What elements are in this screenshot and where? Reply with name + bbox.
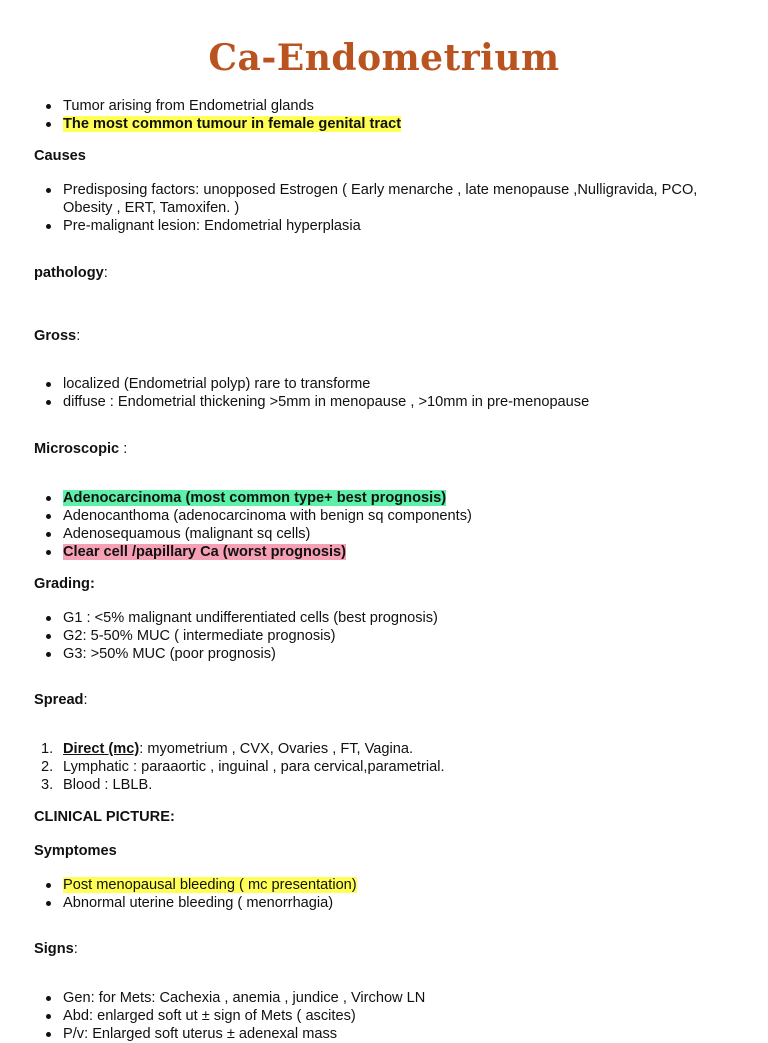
list-item: Adenocanthoma (adenocarcinoma with benign sq components) <box>34 507 734 525</box>
section-heading-signs: Signs: <box>34 941 78 958</box>
list-item: Predisposing factors: unopposed Estrogen ( Early menarche , late menopause ,Nulligravida, PCO, Obesity , ERT, Tamoxifen. ) <box>34 181 734 217</box>
symptomes-list <box>34 876 734 912</box>
list-item: 2. Lymphatic : paraaortic , inguinal , para cervical,parametrial. <box>41 758 445 775</box>
list-item: Gen: for Mets: Cachexia , anemia , jundice , Virchow LN <box>34 989 734 1007</box>
list-item <box>34 115 734 133</box>
list-item: Abd: enlarged soft ut ± sign of Mets ( ascites) <box>34 1007 734 1025</box>
spread-list <box>34 740 734 794</box>
list-item: diffuse : Endometrial thickening >5mm in menopause , >10mm in pre-menopause <box>34 393 734 411</box>
highlight-green: Adenocarcinoma (most common type+ best prognosis) <box>63 489 447 506</box>
highlight-yellow: The most common tumour in female genital tract <box>63 116 402 132</box>
microscopic-list <box>34 489 734 561</box>
grading-list <box>34 609 734 663</box>
signs-list <box>34 989 734 1043</box>
list-item: Adenosequamous (malignant sq cells) <box>34 525 734 543</box>
highlight-pink: Clear cell /papillary Ca (worst prognosis) <box>63 543 347 560</box>
section-heading-symptomes: Symptomes <box>34 842 117 859</box>
section-heading-clinical-picture: CLINICAL PICTURE: <box>34 808 175 825</box>
document-body <box>34 97 734 1043</box>
list-item: Abnormal uterine bleeding ( menorrhagia) <box>34 894 734 912</box>
section-heading-microscopic: Microscopic : <box>34 440 128 457</box>
list-item: Tumor arising from Endometrial glands <box>34 97 734 115</box>
list-item: Pre-malignant lesion: Endometrial hyperplasia <box>34 217 734 235</box>
list-item <box>34 876 734 894</box>
list-item: 3. Blood : LBLB. <box>41 776 153 793</box>
list-item: localized (Endometrial polyp) rare to transforme <box>34 375 734 393</box>
section-heading-grading: Grading: <box>34 575 95 592</box>
list-item: G3: >50% MUC (poor prognosis) <box>34 645 734 663</box>
section-heading-spread: Spread: <box>34 692 88 709</box>
list-item <box>34 543 734 561</box>
list-item: G1 : <5% malignant undifferentiated cells (best prognosis) <box>34 609 734 627</box>
section-heading-gross: Gross: <box>34 327 81 344</box>
causes-list <box>34 181 734 235</box>
section-heading-causes: Causes <box>34 148 86 164</box>
list-item: 1. Direct (mc): myometrium , CVX, Ovaries , FT, Vagina. <box>41 740 414 757</box>
list-item: G2: 5-50% MUC ( intermediate prognosis) <box>34 627 734 645</box>
list-item <box>34 489 734 507</box>
page-title: Ca-Endometrium <box>208 37 560 79</box>
list-item: P/v: Enlarged soft uterus ± adenexal mass <box>34 1025 734 1043</box>
gross-list <box>34 375 734 411</box>
intro-list <box>34 97 734 133</box>
highlight-yellow: Post menopausal bleeding ( mc presentation) <box>63 876 357 893</box>
section-heading-pathology: pathology: <box>34 264 108 281</box>
